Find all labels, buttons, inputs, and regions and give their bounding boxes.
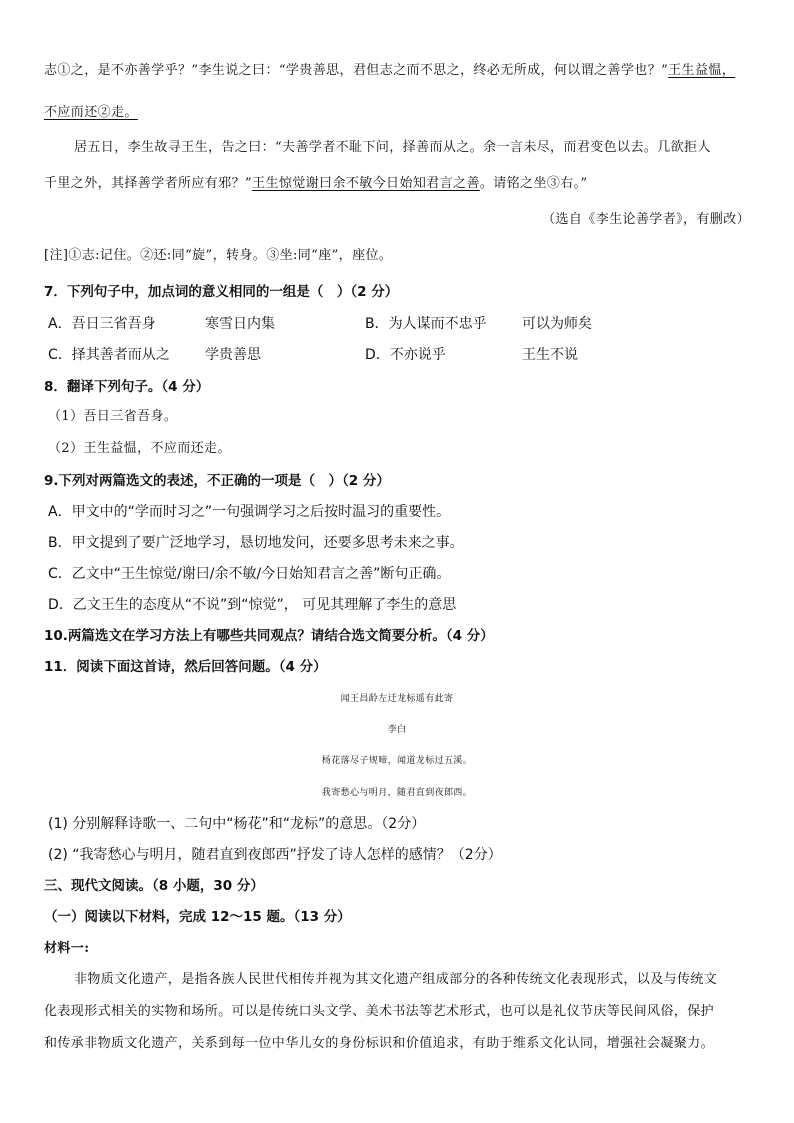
q9-option-a: A．甲文中的“学而时习之”一句强调学习之后按时温习的重要性。 [48,504,451,520]
passage-line [74,139,711,157]
poem-line-1: 杨花落尽子规啼，闻道龙标过五溪。 [321,756,473,766]
poem-line-2: 我寄愁心与明月，随君直到夜郎西。 [321,788,473,798]
q8-item-1: （1）吾日三省吾身。 [48,409,178,424]
passage-line [44,62,735,80]
question-7-stem: 7．下列句子中，加点词的意义相同的一组是（ ）（2 分） [44,284,399,300]
q7-option-c-pair: 学贵善思 [205,347,261,363]
material-line: 化表现形式相关的实物和场所。可以是传统口头文学、美术书法等艺术形式，也可以是礼仪节庆等民间风俗，保护 [44,1004,715,1019]
passage-text: 。请铭之坐③右。” [479,176,588,191]
q8-item-2: （2）王生益愠，不应而还走。 [48,441,231,456]
q9-option-d: D．乙文王生的态度从“不说”到“惊觉”， 可见其理解了李生的意思 [48,597,457,613]
q11-sub-1: (1) 分别解释诗歌一、二句中“杨花”和“龙标”的意思。（2分） [48,816,426,832]
question-10-stem: 10.两篇选文在学习方法上有哪些共同观点？请结合选文简要分析。（4 分） [44,628,494,644]
material-label: 材料一: [44,941,90,956]
q7-option-d: D．不亦说乎 [365,347,446,363]
poem-author: 李白 [387,725,407,735]
passage-text: 千里之外，其择善学者所应有邪？” [44,176,253,191]
q11-sub-2: (2) “我寄愁心与明月，随君直到夜郎西”抒发了诗人怎样的感情？（2分） [48,847,502,863]
material-line: 和传承非物质文化遗产，关系到每一位中华儿女的身份标识和价值追求，有助于维系文化认同，增强社会凝聚力。 [44,1036,715,1051]
underlined-sentence: 王生惊觉谢曰余不敏今日始知君言之善 [252,176,480,191]
q7-option-a-pair: 寒雪日内集 [205,316,275,332]
passage-source: （选自《李生论善学者》，有删改） [542,212,750,227]
question-11-stem: 11．阅读下面这首诗，然后回答问题。（4 分） [44,659,327,675]
section-3-title: 三、现代文阅读。（8 小题，30 分） [44,878,264,894]
q7-option-a: A．吾日三省吾身 [48,316,156,332]
material-line: 非物质文化遗产，是指各族人民世代相传并视为其文化遗产组成部分的各种传统文化表现形式，以及与传统文 [74,972,718,987]
underlined-sentence: 王生益愠， [668,63,736,78]
passage-line [44,175,588,193]
section-3-part-1: （一）阅读以下材料，完成 12～15 题。（13 分） [44,909,351,925]
underlined-sentence: 不应而还②走。 [44,105,138,120]
q9-option-c: C．乙文中“王生惊觉/谢曰/余不敏/今日始知君言之善”断句正确。 [48,566,451,582]
q7-option-b-pair: 可以为师矣 [522,316,592,332]
q7-option-b: B．为人谋而不忠乎 [365,316,487,332]
q7-option-d-pair: 王生不说 [522,347,578,363]
poem-title: 闻王昌龄左迁龙标遥有此寄 [340,694,454,704]
question-8-stem: 8．翻译下列句子。（4 分） [44,379,210,395]
question-9-stem: 9.下列对两篇选文的表述，不正确的一项是（ ）（2 分） [44,473,390,489]
passage-line [44,104,138,122]
passage-text: 居五日，李生故寻王生，告之曰：“夫善学者不耻下问，择善而从之。余一言未尽，而君变色以去。几欲拒人 [74,140,711,155]
q9-option-b: B．甲文提到了要广泛地学习，恳切地发问，还要多思考未来之事。 [48,535,464,551]
q7-option-c: C．择其善者而从之 [48,347,170,363]
passage-text: 志①之，是不亦善学乎？”李生说之曰：“学贵善思，君但志之而不思之，终必无所成，何以谓之善学也？” [44,63,669,78]
passage-notes: [注]①志:记住。②还:同“旋”，转身。③坐:同“座”，座位。 [44,248,393,263]
